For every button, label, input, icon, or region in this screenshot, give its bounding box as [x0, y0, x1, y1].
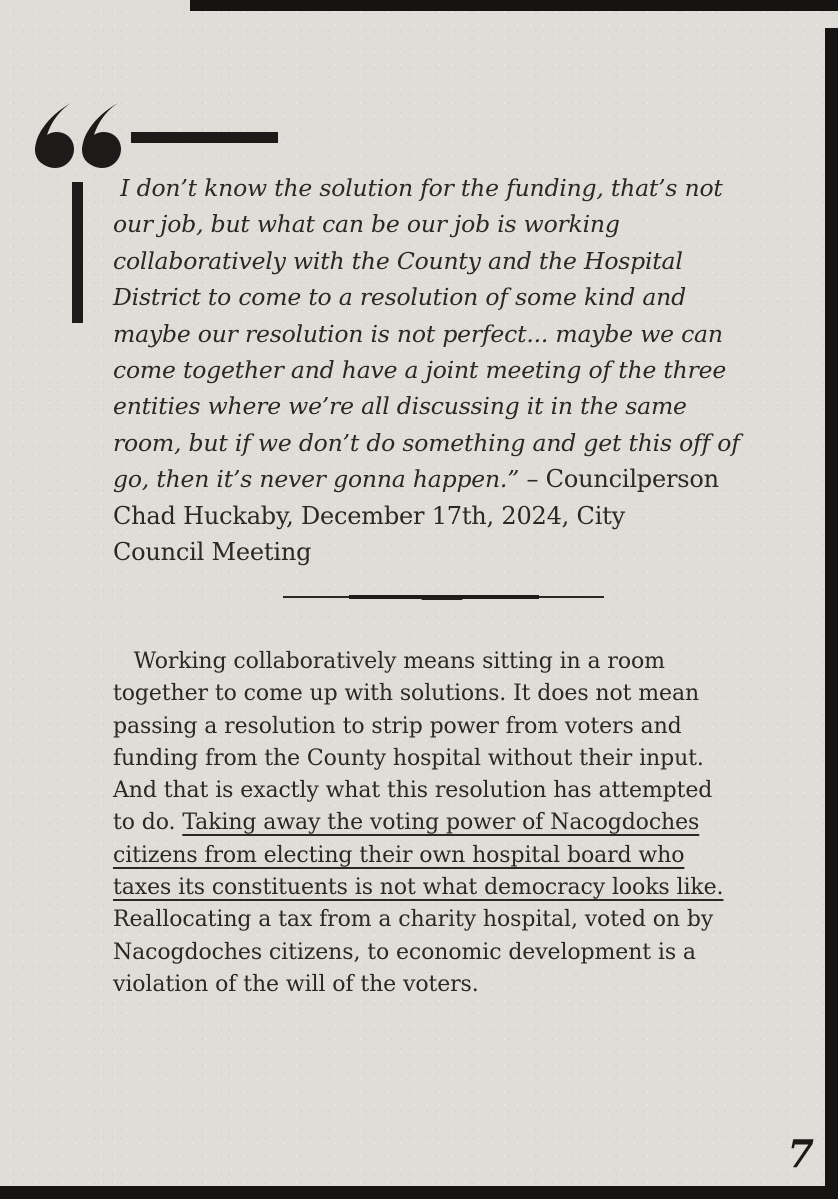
quote-vertical-rule [72, 182, 83, 323]
body-line: funding from the County hospital without their input. [113, 745, 704, 771]
body-line: Nacogdoches citizens, to economic development is a [113, 939, 696, 965]
quote-line: our job, but what can be our job is working [113, 210, 620, 239]
quote-line: District to come to a resolution of some kind and [113, 283, 686, 312]
body-line: violation of the will of the voters. [113, 971, 479, 997]
quote-line: Council Meeting [113, 537, 312, 566]
section-divider [283, 593, 604, 601]
quote-line: collaboratively with the County and the Hospital [113, 246, 683, 275]
page-number: 7 [787, 1131, 814, 1176]
quote-line: come together and have a joint meeting of the three [113, 355, 727, 384]
quote-line: Chad Huckaby, December 17th, 2024, City [113, 501, 625, 530]
quote-line: go, then it’s never gonna happen.” – Councilperson [113, 465, 719, 494]
body-line: together to come up with solutions. It does not mean [113, 681, 700, 707]
quote-line: room, but if we don’t do something and get this off of [113, 428, 740, 457]
page-border-bottom [0, 1186, 838, 1199]
open-quote-icon [33, 102, 121, 168]
body-paragraph [113, 646, 803, 1001]
body-line: to do. Taking away the voting power of Nacogdoches [113, 810, 700, 836]
pull-quote [113, 170, 793, 570]
body-line: Working collaboratively means sitting in a room [113, 649, 665, 674]
quote-horizontal-rule [131, 132, 278, 143]
body-line: taxes its constituents is not what democracy looks like. [113, 875, 724, 901]
quote-line: maybe our resolution is not perfect... maybe we can [113, 319, 723, 348]
body-line: Reallocating a tax from a charity hospital, voted on by [113, 907, 714, 933]
page-border-top [190, 0, 838, 11]
body-line: And that is exactly what this resolution has attempted [113, 778, 713, 804]
body-line: passing a resolution to strip power from voters and [113, 713, 682, 739]
quote-line: entities where we’re all discussing it in the same [113, 392, 687, 421]
body-line: citizens from electing their own hospital board who [113, 842, 685, 868]
page-border-right [825, 28, 838, 1199]
quote-line: I don’t know the solution for the funding, that’s not [113, 174, 723, 202]
section-divider-center-bump [421, 595, 463, 600]
